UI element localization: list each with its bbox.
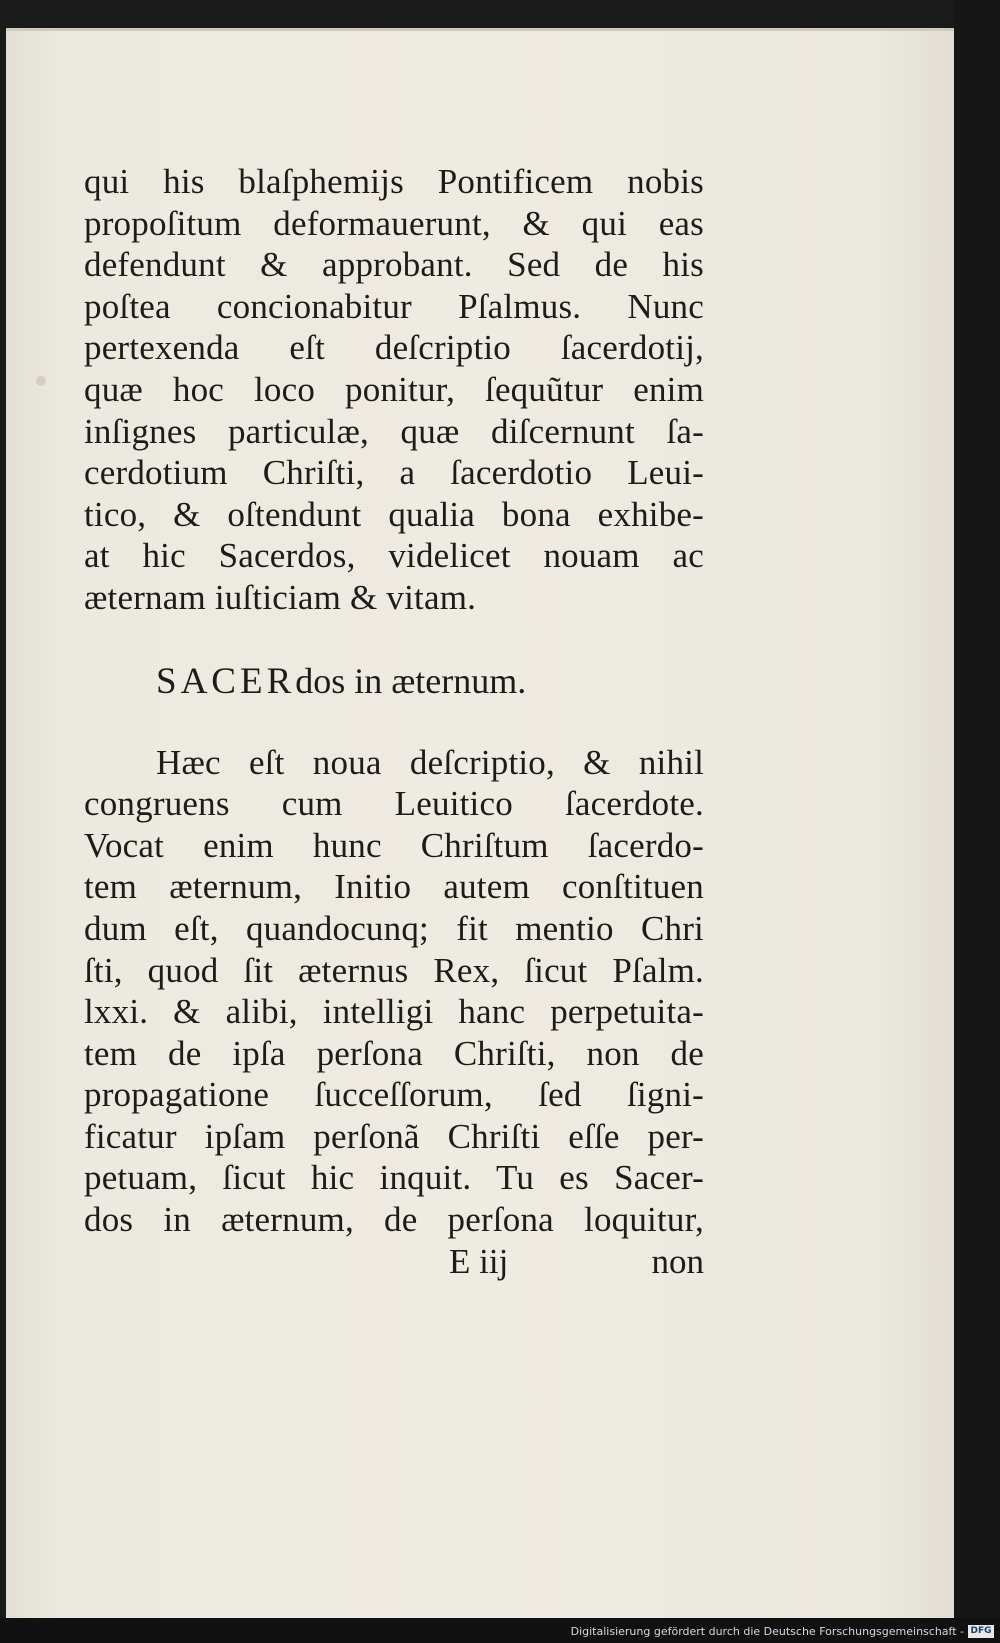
text-line: dum eſt, quandocunq; fit mentio Chri	[84, 908, 704, 948]
text-line: Hæc eſt noua deſcriptio, & nihil	[156, 742, 704, 782]
text-line: lxxi. & alibi, intelligi hanc perpetuita-	[84, 992, 704, 1032]
text-line: ficatur ipſam perſonã Chriſti eſſe per-	[84, 1116, 704, 1156]
text-line: defendunt & approbant. Sed de his	[84, 245, 704, 285]
scan-border-right	[954, 0, 1000, 1643]
catchword: non	[651, 1241, 704, 1281]
paragraph-2	[84, 742, 704, 1241]
paragraph-1	[84, 161, 704, 619]
text-line: dos in æternum, de perſona loquitur,	[84, 1200, 704, 1240]
credit-text: Digitalisierung gefördert durch die Deutsche Forschungsgemeinschaft -	[570, 1625, 964, 1638]
dfg-logo: DFG	[968, 1625, 994, 1638]
text-line: congruens cum Leuitico ſacerdote.	[84, 784, 704, 824]
text-line: cerdotium Chriſti, a ſacerdotio Leui-	[84, 453, 704, 493]
signature-mark: E iij	[449, 1241, 509, 1281]
text-line: pertexenda eſt deſcriptio ſacerdotij,	[84, 328, 704, 368]
text-line: Vocat enim hunc Chriſtum ſacerdo-	[84, 825, 704, 865]
page-footer-line	[84, 1241, 704, 1283]
text-line: quæ hoc loco ponitur, ſequũtur enim	[84, 369, 704, 409]
text-line: poſtea concionabitur Pſalmus. Nunc	[84, 286, 704, 326]
paper-stain	[36, 376, 46, 386]
credit-bar	[0, 1618, 1000, 1643]
text-line: æternam iuſticiam & vitam.	[84, 577, 477, 617]
book-page	[6, 28, 954, 1621]
text-line: propagatione ſucceſſorum, ſed ſigni-	[84, 1075, 704, 1115]
heading-rest: dos in æternum.	[295, 660, 527, 701]
heading-caps: SACER	[156, 660, 296, 702]
text-line: tem æternum, Initio autem conſtituen	[84, 867, 704, 907]
text-line: tem de ipſa perſona Chriſti, non de	[84, 1033, 704, 1073]
section-heading	[84, 659, 704, 704]
text-line: ſti, quod ſit æternus Rex, ſicut Pſalm.	[84, 950, 704, 990]
text-line: propoſitum deformauerunt, & qui eas	[84, 203, 704, 243]
text-line: petuam, ſicut hic inquit. Tu es Sacer-	[84, 1158, 704, 1198]
text-line: at hic Sacerdos, videlicet nouam ac	[84, 536, 704, 576]
text-line: qui his blaſphemijs Pontificem nobis	[84, 162, 704, 201]
text-line: inſignes particulæ, quæ diſcernunt ſa-	[84, 411, 704, 451]
text-line: tico, & oſtendunt qualia bona exhibe-	[84, 494, 704, 534]
text-block	[84, 161, 704, 1282]
